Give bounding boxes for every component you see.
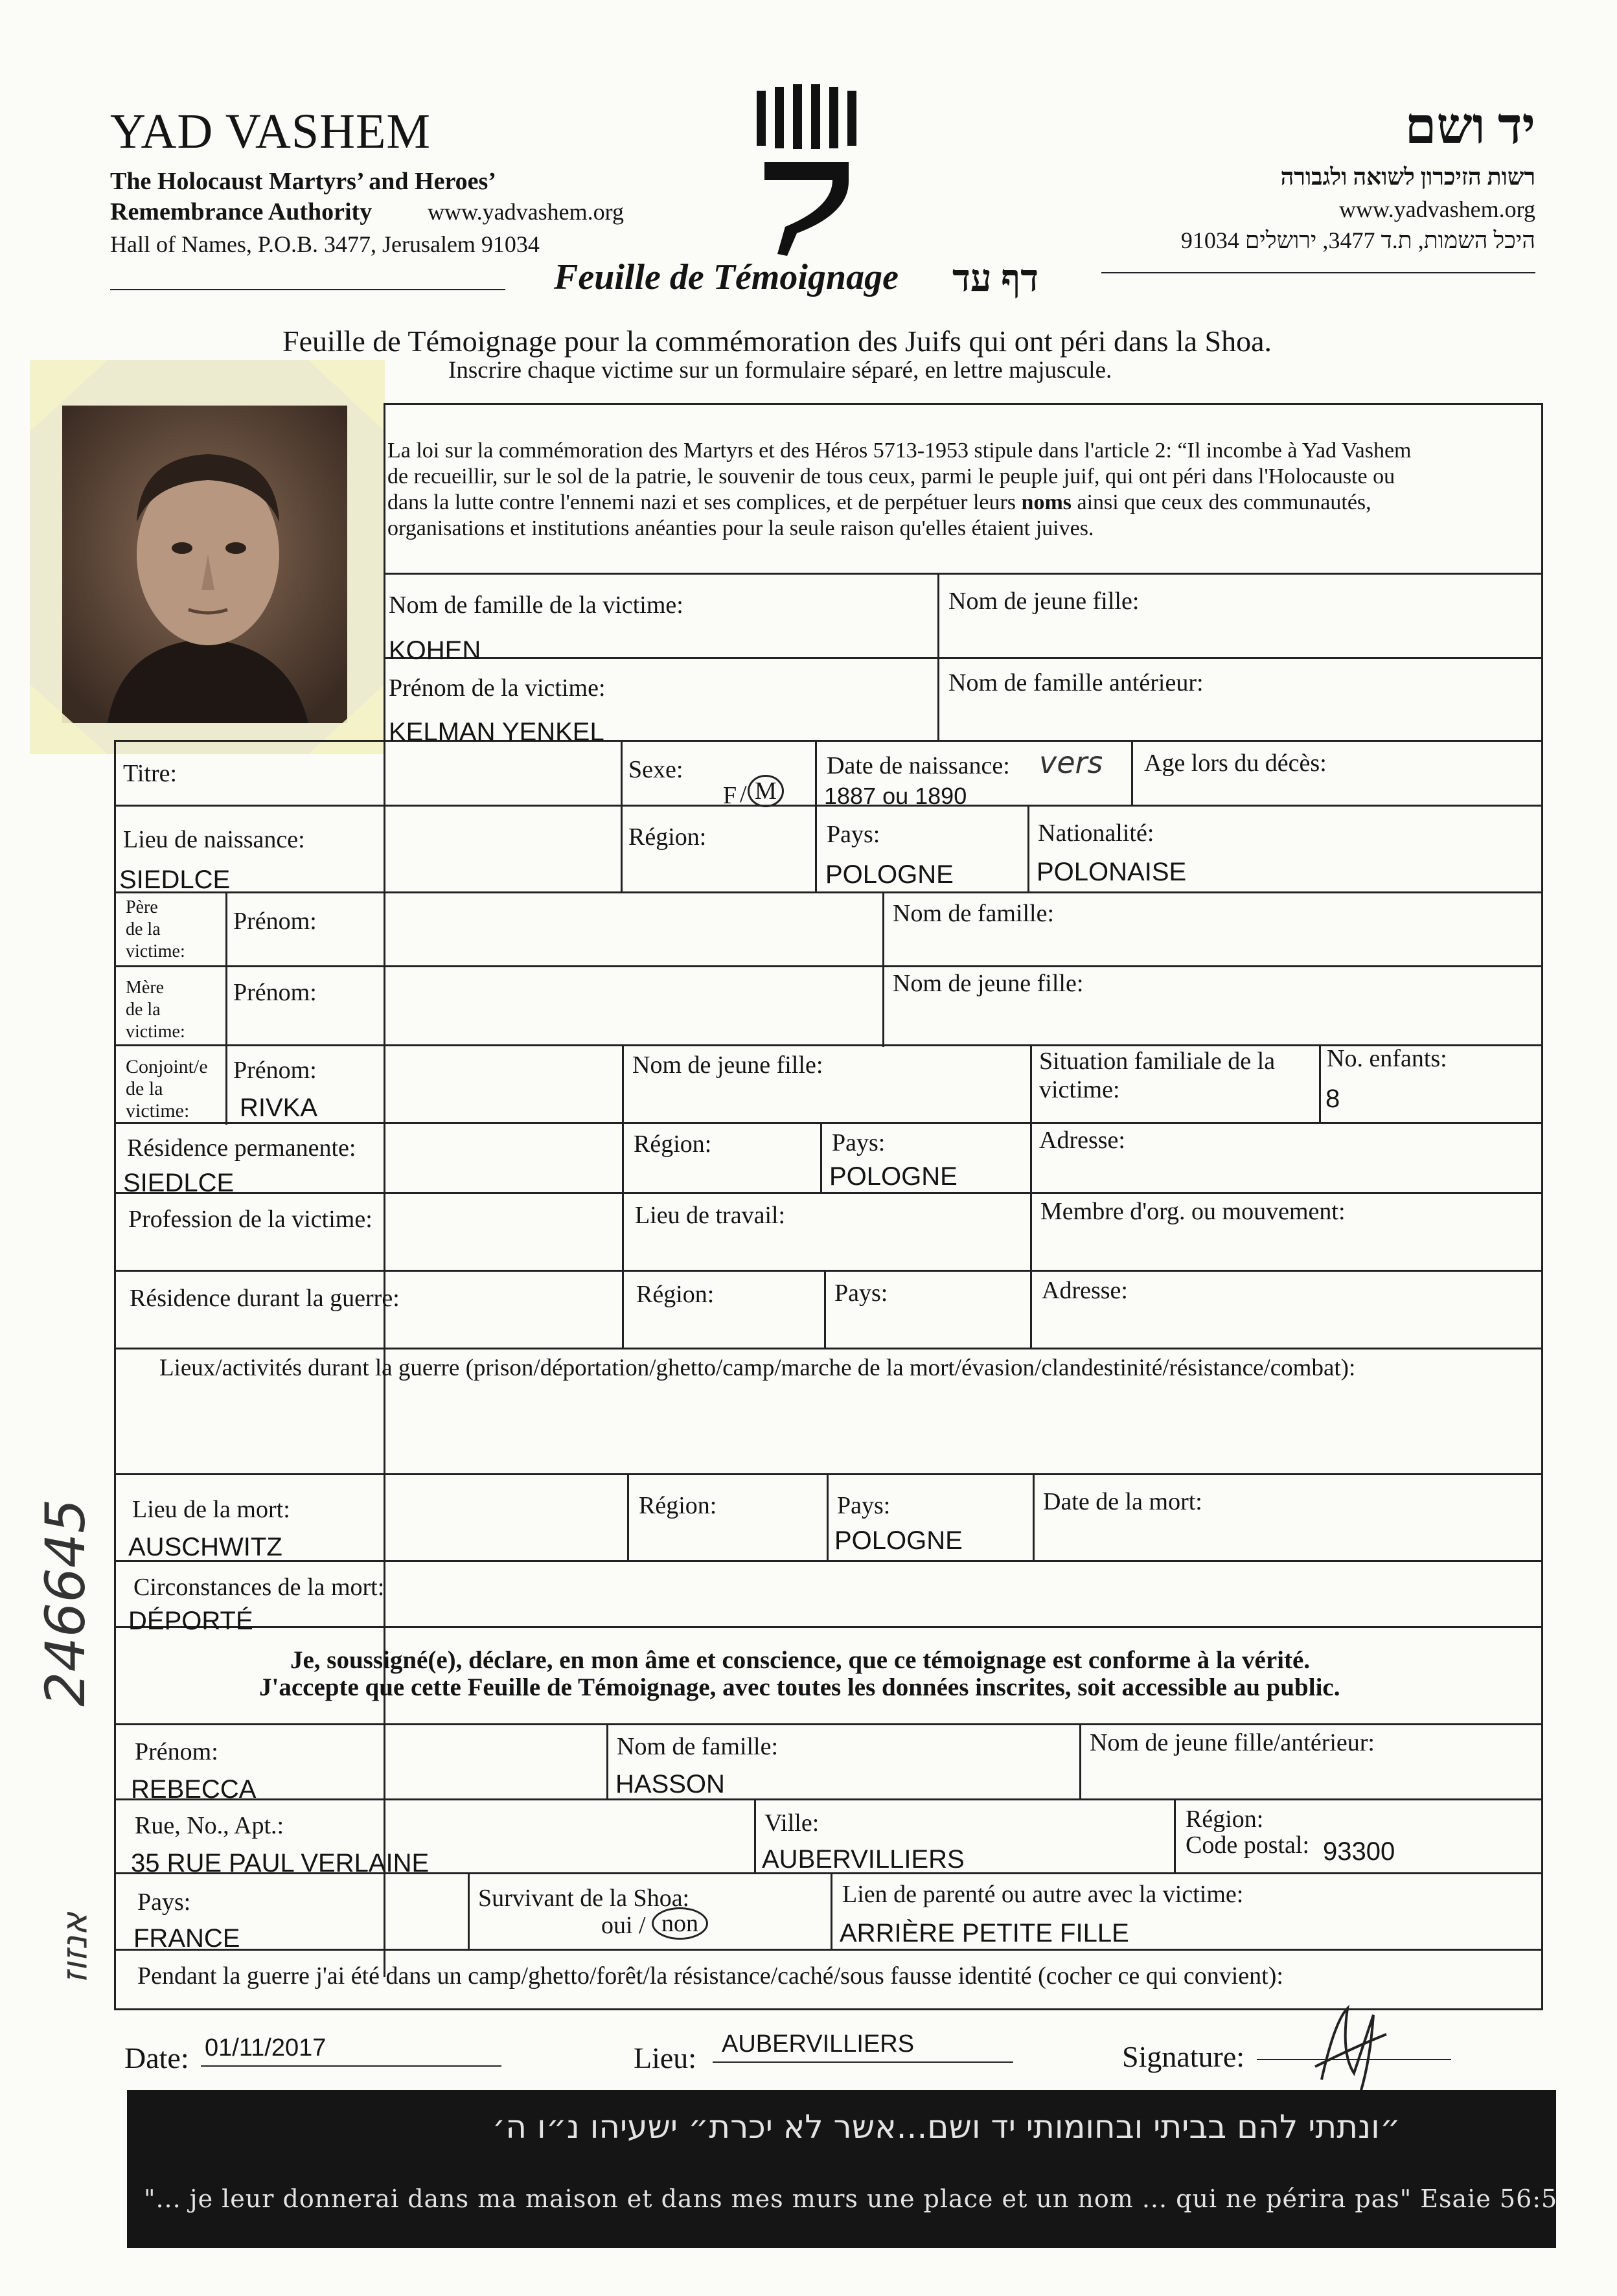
war-residence-country-label: Pays: bbox=[834, 1280, 888, 1307]
victim-firstname-label: Prénom de la victime: bbox=[389, 674, 606, 702]
victim-prev-surname-label: Nom de famille antérieur: bbox=[948, 669, 1204, 696]
yad-vashem-logo bbox=[751, 84, 868, 259]
org-name: YAD VASHEM bbox=[110, 104, 431, 159]
profession-label: Profession de la victime: bbox=[128, 1206, 373, 1233]
sex-label: Sexe: bbox=[628, 756, 683, 783]
children-count-label: No. enfants: bbox=[1327, 1045, 1447, 1072]
spouse-maiden-label: Nom de jeune fille: bbox=[632, 1051, 823, 1079]
hebrew-org-name: יד ושם bbox=[1405, 98, 1535, 154]
law-text bbox=[387, 438, 1412, 542]
sex-option-f[interactable]: F bbox=[723, 782, 737, 809]
spouse-label: Conjoint/e de la victime: bbox=[126, 1056, 208, 1121]
org-address: Hall of Names, P.O.B. 3477, Jerusalem 91034 bbox=[110, 231, 540, 257]
father-firstname-label: Prénom: bbox=[233, 908, 317, 935]
hebrew-website: www.yadvashem.org bbox=[1339, 196, 1535, 222]
victim-firstname-field[interactable]: KELMAN YENKEL bbox=[389, 718, 604, 746]
date-label: Date: bbox=[124, 2041, 189, 2074]
quote-french: "... je leur donnerai dans ma maison et dans mes murs une place et un nom ... qui ne périra pas" Esaie 56:5 bbox=[144, 2185, 1558, 2213]
workplace-label: Lieu de travail: bbox=[635, 1202, 786, 1229]
residence-address-label: Adresse: bbox=[1039, 1127, 1125, 1154]
quote-hebrew: ״ונתתי להם בביתי ובחומותי יד ושם...אשר לא יכרת״ ישעיהו נ״ו ה׳ bbox=[492, 2108, 1401, 2146]
residence-country-field[interactable]: POLOGNE bbox=[829, 1162, 958, 1191]
city-field[interactable]: AUBERVILLIERS bbox=[762, 1845, 965, 1874]
birth-region-label: Région: bbox=[628, 823, 707, 851]
survivor-label: Survivant de la Shoa: bbox=[478, 1885, 690, 1912]
age-at-death-label: Age lors du décès: bbox=[1144, 750, 1327, 777]
street-field[interactable]: 35 RUE PAUL VERLAINE bbox=[131, 1849, 430, 1877]
survivor-oui[interactable]: oui / bbox=[601, 1912, 646, 1939]
death-region-label: Région: bbox=[639, 1492, 717, 1519]
submitter-country-label: Pays: bbox=[137, 1888, 191, 1916]
declaration-line-2: J'accepte que cette Feuille de Témoignage, avec toutes les données inscrites, soit accessible au public. bbox=[259, 1673, 1340, 1701]
birth-country-field[interactable]: POLOGNE bbox=[825, 860, 954, 889]
record-number-note: 246645 bbox=[34, 1498, 97, 1706]
dob-label: Date de naissance: bbox=[827, 752, 1010, 779]
victim-surname-label: Nom de famille de la victime: bbox=[389, 591, 683, 619]
sex-option-m-circled[interactable]: M bbox=[748, 775, 784, 807]
form-title-hebrew: דף עד bbox=[952, 257, 1039, 299]
war-residence-address-label: Adresse: bbox=[1042, 1277, 1128, 1304]
law-line-1: La loi sur la commémoration des Martyrs et des Héros 5713-1953 stipule dans l'article 2: “Il incombe à Yad Vashem bbox=[387, 439, 1412, 463]
nationality-field[interactable]: POLONAISE bbox=[1037, 858, 1187, 886]
street-label: Rue, No., Apt.: bbox=[135, 1812, 284, 1839]
death-circumstances-label: Circonstances de la mort: bbox=[133, 1574, 385, 1601]
war-residence-region-label: Région: bbox=[636, 1281, 715, 1308]
death-place-field[interactable]: AUSCHWITZ bbox=[128, 1533, 282, 1561]
membership-label: Membre d'org. ou mouvement: bbox=[1040, 1198, 1346, 1225]
residence-field[interactable]: SIEDLCE bbox=[123, 1169, 235, 1197]
place-label: Lieu: bbox=[634, 2041, 697, 2074]
war-residence-label: Résidence durant la guerre: bbox=[130, 1285, 400, 1312]
hebrew-address: היכל השמות, ת.ד 3477, ירושלים 91034 bbox=[1180, 227, 1535, 253]
father-surname-label: Nom de famille: bbox=[893, 900, 1055, 927]
victim-photo bbox=[30, 360, 385, 754]
postal-code-field[interactable]: 93300 bbox=[1323, 1837, 1395, 1866]
signature-label: Signature: bbox=[1122, 2040, 1245, 2073]
death-date-label: Date de la mort: bbox=[1043, 1488, 1202, 1515]
org-website: www.yadvashem.org bbox=[428, 199, 624, 225]
side-note: אנזוז bbox=[54, 1912, 95, 1984]
wartime-status-label: Pendant la guerre j'ai été dans un camp/ghetto/forêt/la résistance/caché/sous fausse identité (cocher ce qui convient): bbox=[137, 1962, 1283, 1990]
family-status-label: Situation familiale de la victime: bbox=[1039, 1048, 1276, 1103]
law-line-4: organisations et institutions anéanties pour la seule raison qu'elles étaient juives. bbox=[387, 516, 1094, 540]
submitter-country-field[interactable]: FRANCE bbox=[133, 1924, 240, 1953]
father-label: Père de la victime: bbox=[126, 897, 185, 961]
birth-country-label: Pays: bbox=[827, 821, 880, 848]
submitter-region-label: Région: bbox=[1186, 1806, 1264, 1833]
submitter-firstname-field[interactable]: REBECCA bbox=[131, 1775, 257, 1804]
place-field[interactable]: AUBERVILLIERS bbox=[722, 2030, 915, 2058]
victim-maiden-label: Nom de jeune fille: bbox=[948, 588, 1140, 615]
form-subtitle: Feuille de Témoignage pour la commémoration des Juifs qui ont péri dans la Shoa. bbox=[282, 325, 1272, 358]
form-instruction: Inscrire chaque victime sur un formulaire séparé, en lettre majuscule. bbox=[448, 357, 1112, 384]
birthplace-label: Lieu de naissance: bbox=[123, 826, 305, 853]
law-line-2: de recueillir, sur le sol de la patrie, le souvenir de tous ceux, parmi le peuple juif, qui ont péri dans l'Holocauste ou bbox=[387, 465, 1395, 488]
org-subtitle-2: Remembrance Authority bbox=[110, 198, 373, 225]
date-field[interactable]: 01/11/2017 bbox=[205, 2034, 327, 2061]
declaration-line-1: Je, soussigné(e), déclare, en mon âme et conscience, que ce témoignage est conforme à la vérité. bbox=[290, 1646, 1311, 1674]
hebrew-org-subtitle: רשות הזיכרון לשואה ולגבורה bbox=[1280, 164, 1535, 190]
residence-region-label: Région: bbox=[634, 1131, 712, 1158]
spouse-firstname-label: Prénom: bbox=[233, 1057, 317, 1084]
war-activities-label: Lieux/activités durant la guerre (prison/déportation/ghetto/camp/marche de la mort/évasion/clandestinité/résistance/combat): bbox=[159, 1355, 1356, 1381]
death-place-label: Lieu de la mort: bbox=[132, 1496, 290, 1523]
relation-label: Lien de parenté ou autre avec la victime: bbox=[842, 1881, 1244, 1908]
birthplace-field[interactable]: SIEDLCE bbox=[119, 866, 231, 894]
org-subtitle-1: The Holocaust Martyrs’ and Heroes’ bbox=[110, 168, 496, 195]
submitter-maiden-label: Nom de jeune fille/antérieur: bbox=[1090, 1729, 1375, 1756]
postal-code-label: Code postal: bbox=[1186, 1831, 1310, 1859]
law-line-3: dans la lutte contre l'ennemi nazi et ses complices, et de perpétuer leurs noms ainsi que ceux des communautés, bbox=[387, 490, 1371, 514]
sex-slash: / bbox=[740, 781, 747, 808]
spouse-firstname-field[interactable]: RIVKA bbox=[240, 1094, 318, 1122]
survivor-non-circled[interactable]: non bbox=[652, 1907, 708, 1940]
submitter-surname-field[interactable]: HASSON bbox=[615, 1770, 725, 1798]
mother-maiden-label: Nom de jeune fille: bbox=[893, 970, 1084, 997]
nationality-label: Nationalité: bbox=[1038, 820, 1154, 847]
death-country-field[interactable]: POLOGNE bbox=[834, 1526, 963, 1555]
victim-surname-field[interactable]: KOHEN bbox=[389, 636, 481, 665]
form-title: Feuille de Témoignage bbox=[554, 257, 899, 297]
death-country-label: Pays: bbox=[837, 1492, 891, 1519]
mother-firstname-label: Prénom: bbox=[233, 979, 317, 1006]
residence-label: Résidence permanente: bbox=[127, 1134, 356, 1162]
signature-scribble[interactable] bbox=[1296, 1995, 1399, 2099]
children-count-field[interactable]: 8 bbox=[1325, 1085, 1340, 1113]
residence-country-label: Pays: bbox=[832, 1129, 886, 1156]
death-circumstances-field[interactable]: DÉPORTÉ bbox=[128, 1607, 253, 1635]
city-label: Ville: bbox=[764, 1809, 820, 1837]
dob-field[interactable]: 1887 ou 1890 bbox=[824, 783, 967, 809]
mother-label: Mère de la victime: bbox=[126, 978, 185, 1042]
submitter-firstname-label: Prénom: bbox=[135, 1738, 218, 1765]
quote-banner bbox=[127, 2090, 1556, 2248]
relation-field[interactable]: ARRIÈRE PETITE FILLE bbox=[840, 1919, 1129, 1947]
title-label: Titre: bbox=[123, 760, 178, 787]
dob-handwritten-note: vers bbox=[1039, 745, 1103, 780]
submitter-surname-label: Nom de famille: bbox=[617, 1733, 779, 1760]
